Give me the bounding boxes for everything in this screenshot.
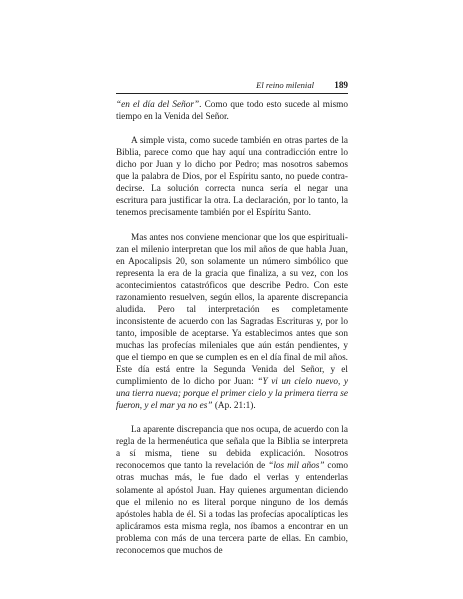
running-title: El reino milenial	[256, 80, 314, 90]
paragraph	[116, 99, 348, 123]
paragraph	[116, 135, 348, 219]
body-text	[116, 99, 348, 557]
text-segment: La aparente discrepancia que nos ocupa, de acuerdo con la regla de la hermenéutica que señala que la Biblia se interpreta a sí misma, tiene su debida explicación. Nosotros reconocemos que tanto la revelación de	[116, 425, 348, 472]
text-segment: . Como que todo esto sucede al mismo tiempo en la Venida del Señor.	[116, 100, 348, 123]
text-segment: como otras muchas más, le fue dado el verlas y entenderlas solamente al apóstol Juan. Hay quienes argumentan diciendo que el milenio no es literal porque ninguno de los demás apóstoles habla de él. Si a todas las profecías apocalípticas les aplicáramos esta misma regla, nos íbamos a encontrar en un problema con más de una tercera parte de ellas. En cambio, reconocemos que muchos de	[116, 461, 348, 556]
text-segment: “Y vi un cielo nuevo, y una tierra nueva; porque el primer cielo y la primera tierra se fueron, y el mar ya no es”	[116, 377, 348, 412]
text-segment: A simple vista, como sucede también en otras partes de la Biblia, parece como que hay aquí una contradicción entre lo dicho por Juan y lo dicho por Pedro; mas nosotros sabemos que la palabra de Dios, por el Espíritu santo, no puede contradecirse. La solución correcta nunca sería el negar una escritura para justificar la otra. La declaración, por lo tanto, la tenemos precisamente también por el Espíritu Santo.	[116, 136, 348, 219]
page-number: 189	[334, 80, 348, 90]
paragraph	[116, 424, 348, 557]
text-segment: “en el día del Señor”	[116, 100, 200, 110]
text-segment: Mas antes nos conviene mencionar que los que espiritualizan el milenio interpretan que los mil años de que habla Juan, en Apocalipsis 20, son solamente un número simbólico que representa la era de la gracia que finaliza, a su vez, con los acontecimientos catastróficos que describe Pedro. Con este razonamiento resuelven, según ellos, la aparente discrepancia aludida. Pero tal interpretación es completamente inconsistente de acuerdo con las Sagradas Escrituras y, por lo tanto, imposible de aceptarse. Ya establecimos antes que son muchas las profecías mileniales que aún están pendientes, y que el tiempo en que se cumplen es en el día final de mil años. Este día está entre la Segunda Venida del Señor, y el cumplimiento de lo dicho por Juan:	[116, 232, 348, 388]
text-segment: “los mil años”	[268, 461, 325, 472]
header-rule	[116, 93, 348, 94]
paragraph	[116, 232, 348, 413]
text-segment: (Ap. 21:1).	[212, 401, 256, 412]
